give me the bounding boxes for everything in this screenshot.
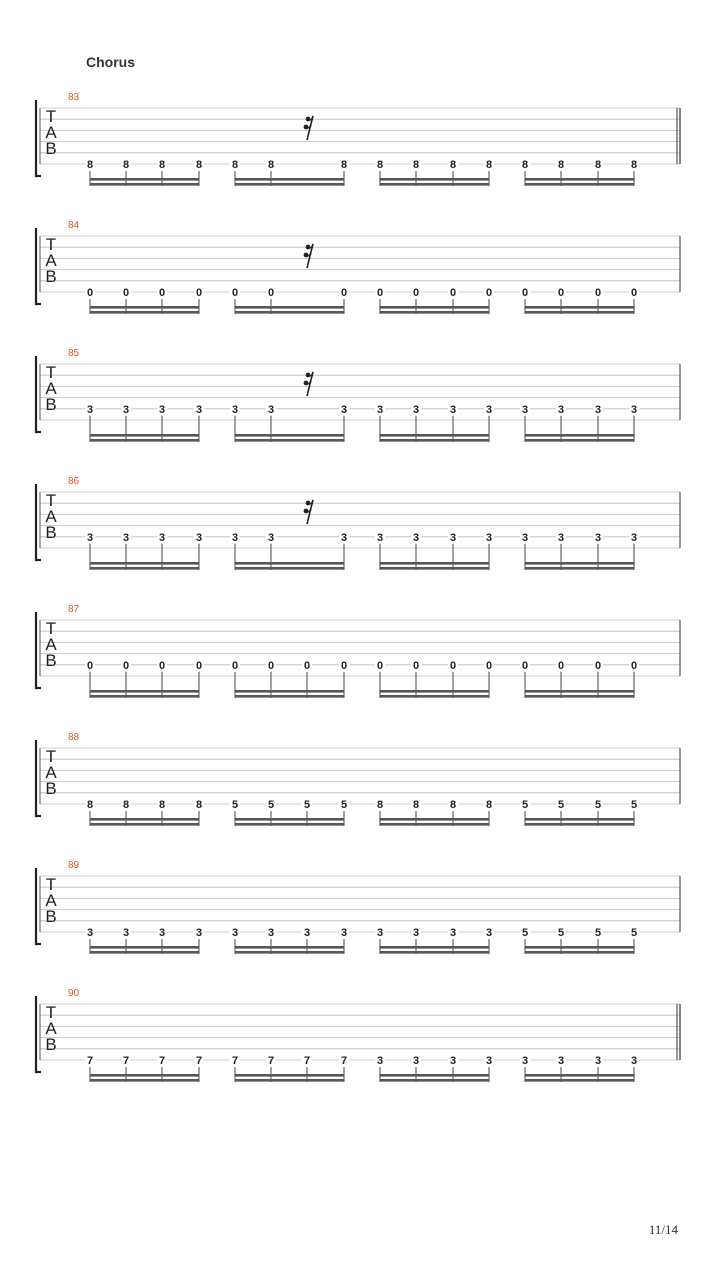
fret-number: 5 (340, 799, 348, 811)
fret-number: 0 (376, 287, 384, 299)
beam-secondary (235, 439, 344, 442)
fret-number: 3 (86, 531, 94, 544)
tab-stave (0, 100, 720, 210)
tab-system (0, 732, 720, 850)
fret-number: 3 (485, 1055, 493, 1067)
fret-number: 7 (231, 1055, 239, 1067)
fret-number: 7 (158, 1055, 166, 1067)
fret-number: 0 (594, 659, 602, 672)
fret-number: 3 (630, 1055, 638, 1067)
tab-clef-letter: T (45, 107, 57, 126)
fret-number: 5 (521, 799, 529, 811)
fret-number: 8 (376, 159, 384, 171)
beam-primary (235, 690, 344, 693)
measure-number: 89 (68, 860, 80, 871)
beam-primary (235, 434, 344, 437)
beam-primary (380, 690, 489, 693)
beam-primary (235, 178, 344, 181)
fret-number: 3 (158, 531, 166, 544)
fret-number: 0 (557, 287, 565, 299)
beam-primary (90, 562, 199, 565)
fret-number: 3 (340, 927, 348, 939)
beam-primary (380, 562, 489, 565)
fret-number: 0 (485, 287, 493, 299)
fret-number: 0 (195, 659, 203, 672)
beam-secondary (380, 695, 489, 698)
fret-number: 3 (449, 927, 457, 939)
fret-number: 3 (267, 531, 275, 544)
fret-number: 3 (340, 531, 348, 544)
beam-secondary (235, 311, 344, 314)
fret-number: 5 (594, 927, 602, 939)
beam-primary (525, 178, 634, 181)
tab-clef-letter: B (45, 779, 57, 798)
beam-secondary (90, 951, 199, 954)
tab-clef-letter: T (45, 235, 57, 254)
beam-primary (525, 690, 634, 693)
tab-clef-letter: T (45, 875, 57, 894)
fret-number: 8 (122, 799, 130, 811)
fret-number: 0 (412, 287, 420, 299)
fret-number: 8 (231, 159, 239, 171)
beam-primary (525, 946, 634, 949)
tab-clef-letter: A (45, 507, 57, 526)
beam-secondary (525, 823, 634, 826)
fret-number: 3 (594, 531, 602, 544)
fret-number: 0 (630, 287, 638, 299)
beam-secondary (90, 567, 199, 570)
fret-number: 3 (267, 927, 275, 939)
tab-clef-letter: B (45, 267, 57, 286)
fret-number: 3 (340, 403, 348, 416)
tab-clef-letter: B (45, 395, 57, 414)
tab-clef-letter: A (45, 1019, 57, 1038)
beam-secondary (90, 1079, 199, 1082)
sixteenth-rest-icon (304, 500, 313, 524)
fret-number: 0 (231, 287, 239, 299)
fret-number: 0 (231, 659, 239, 672)
beam-secondary (380, 1079, 489, 1082)
fret-number: 0 (158, 659, 166, 672)
tab-stave (0, 868, 720, 978)
tab-clef-letter: T (45, 619, 57, 638)
beam-primary (235, 306, 344, 309)
tab-system (0, 220, 720, 338)
beam-secondary (380, 439, 489, 442)
fret-number: 3 (303, 927, 311, 939)
fret-number: 0 (594, 287, 602, 299)
fret-number: 3 (122, 927, 130, 939)
fret-number: 3 (594, 403, 602, 416)
tab-clef-letter: B (45, 523, 57, 542)
tab-clef-letter: T (45, 491, 57, 510)
fret-number: 3 (449, 531, 457, 544)
fret-number: 3 (195, 927, 203, 939)
beam-primary (380, 178, 489, 181)
fret-number: 8 (340, 159, 348, 171)
fret-number: 8 (449, 799, 457, 811)
beam-primary (525, 434, 634, 437)
beam-primary (235, 1074, 344, 1077)
fret-number: 5 (630, 927, 638, 939)
fret-number: 0 (521, 287, 529, 299)
section-title: Chorus (86, 54, 135, 70)
beam-secondary (90, 183, 199, 186)
fret-number: 7 (122, 1055, 130, 1067)
tab-stave (0, 228, 720, 338)
tab-clef-letter: A (45, 891, 57, 910)
tab-clef-letter: B (45, 907, 57, 926)
fret-number: 0 (557, 659, 565, 672)
beam-secondary (90, 311, 199, 314)
fret-number: 0 (340, 659, 348, 672)
fret-number: 3 (449, 1055, 457, 1067)
fret-number: 5 (231, 799, 239, 811)
beam-primary (90, 690, 199, 693)
fret-number: 3 (521, 1055, 529, 1067)
fret-number: 8 (449, 159, 457, 171)
beam-primary (525, 1074, 634, 1077)
beam-secondary (380, 311, 489, 314)
fret-number: 3 (376, 531, 384, 544)
fret-number: 3 (449, 403, 457, 416)
fret-number: 8 (158, 799, 166, 811)
fret-number: 3 (485, 403, 493, 416)
fret-number: 3 (412, 403, 420, 416)
fret-number: 0 (485, 659, 493, 672)
beam-secondary (235, 1079, 344, 1082)
fret-number: 3 (231, 927, 239, 939)
fret-number: 3 (231, 403, 239, 416)
fret-number: 0 (158, 287, 166, 299)
fret-number: 8 (376, 799, 384, 811)
tab-system (0, 476, 720, 594)
fret-number: 3 (485, 531, 493, 544)
measure-number: 87 (68, 604, 80, 615)
fret-number: 3 (267, 403, 275, 416)
fret-number: 8 (122, 159, 130, 171)
measure-number: 84 (68, 220, 80, 231)
beam-primary (90, 434, 199, 437)
beam-primary (235, 946, 344, 949)
fret-number: 8 (412, 799, 420, 811)
page-number: 11/14 (648, 1222, 678, 1237)
fret-number: 7 (340, 1055, 348, 1067)
measure-number: 86 (68, 476, 80, 487)
fret-number: 3 (122, 403, 130, 416)
sixteenth-rest-icon (304, 372, 313, 396)
fret-number: 8 (630, 159, 638, 171)
fret-number: 7 (267, 1055, 275, 1067)
beam-primary (380, 306, 489, 309)
beam-primary (380, 818, 489, 821)
fret-number: 3 (630, 531, 638, 544)
beam-primary (90, 946, 199, 949)
fret-number: 3 (231, 531, 239, 544)
beam-secondary (380, 183, 489, 186)
fret-number: 3 (557, 403, 565, 416)
beam-secondary (235, 183, 344, 186)
tab-stave (0, 612, 720, 722)
tab-clef-letter: B (45, 651, 57, 670)
fret-number: 3 (412, 531, 420, 544)
fret-number: 0 (86, 659, 94, 672)
fret-number: 3 (557, 1055, 565, 1067)
fret-number: 3 (158, 927, 166, 939)
fret-number: 0 (86, 287, 94, 299)
fret-number: 3 (557, 531, 565, 544)
fret-number: 0 (449, 659, 457, 672)
tab-clef-letter: T (45, 1003, 57, 1022)
measure-number: 83 (68, 92, 80, 103)
fret-number: 8 (485, 799, 493, 811)
fret-number: 0 (122, 287, 130, 299)
beam-secondary (235, 695, 344, 698)
fret-number: 0 (521, 659, 529, 672)
fret-number: 8 (521, 159, 529, 171)
beam-secondary (380, 951, 489, 954)
tab-stave (0, 996, 720, 1106)
beam-secondary (525, 1079, 634, 1082)
beam-secondary (525, 567, 634, 570)
fret-number: 5 (630, 799, 638, 811)
beam-primary (525, 562, 634, 565)
fret-number: 7 (195, 1055, 203, 1067)
fret-number: 8 (267, 159, 275, 171)
beam-primary (90, 306, 199, 309)
tab-system (0, 348, 720, 466)
fret-number: 3 (485, 927, 493, 939)
fret-number: 3 (412, 927, 420, 939)
fret-number: 3 (594, 1055, 602, 1067)
fret-number: 0 (267, 659, 275, 672)
fret-number: 7 (303, 1055, 311, 1067)
fret-number: 3 (195, 403, 203, 416)
fret-number: 3 (630, 403, 638, 416)
fret-number: 8 (158, 159, 166, 171)
beam-secondary (525, 951, 634, 954)
fret-number: 8 (86, 799, 94, 811)
beam-secondary (525, 311, 634, 314)
fret-number: 0 (195, 287, 203, 299)
fret-number: 3 (122, 531, 130, 544)
tab-system (0, 92, 720, 210)
measure-number: 85 (68, 348, 80, 359)
beam-secondary (90, 823, 199, 826)
tab-clef-letter: A (45, 123, 57, 142)
sixteenth-rest-icon (304, 244, 313, 268)
fret-number: 8 (412, 159, 420, 171)
fret-number: 5 (594, 799, 602, 811)
beam-secondary (90, 695, 199, 698)
fret-number: 5 (267, 799, 275, 811)
beam-primary (90, 1074, 199, 1077)
beam-primary (235, 818, 344, 821)
fret-number: 3 (195, 531, 203, 544)
beam-secondary (235, 823, 344, 826)
tab-system (0, 860, 720, 978)
fret-number: 8 (557, 159, 565, 171)
beam-secondary (90, 439, 199, 442)
beam-secondary (235, 567, 344, 570)
tab-clef-letter: A (45, 635, 57, 654)
fret-number: 3 (376, 1055, 384, 1067)
fret-number: 3 (86, 927, 94, 939)
fret-number: 0 (122, 659, 130, 672)
beam-primary (90, 178, 199, 181)
beam-primary (380, 946, 489, 949)
beam-secondary (525, 695, 634, 698)
fret-number: 0 (412, 659, 420, 672)
fret-number: 5 (303, 799, 311, 811)
fret-number: 5 (557, 799, 565, 811)
tab-clef-letter: T (45, 363, 57, 382)
beam-secondary (525, 183, 634, 186)
fret-number: 5 (557, 927, 565, 939)
beam-primary (525, 818, 634, 821)
fret-number: 0 (303, 659, 311, 672)
tab-clef-letter: A (45, 379, 57, 398)
fret-number: 3 (521, 403, 529, 416)
beam-secondary (380, 567, 489, 570)
fret-number: 3 (86, 403, 94, 416)
tab-clef-letter: A (45, 763, 57, 782)
fret-number: 3 (521, 531, 529, 544)
tab-system (0, 604, 720, 722)
tab-clef-letter: A (45, 251, 57, 270)
beam-primary (380, 434, 489, 437)
fret-number: 0 (449, 287, 457, 299)
beam-secondary (380, 823, 489, 826)
fret-number: 0 (630, 659, 638, 672)
fret-number: 0 (376, 659, 384, 672)
fret-number: 3 (376, 927, 384, 939)
fret-number: 3 (158, 403, 166, 416)
fret-number: 3 (412, 1055, 420, 1067)
tab-clef-letter: T (45, 747, 57, 766)
fret-number: 0 (267, 287, 275, 299)
fret-number: 3 (376, 403, 384, 416)
beam-primary (380, 1074, 489, 1077)
tab-stave (0, 484, 720, 594)
fret-number: 8 (195, 799, 203, 811)
fret-number: 5 (521, 927, 529, 939)
tab-clef-letter: B (45, 139, 57, 158)
measure-number: 88 (68, 732, 80, 743)
tab-stave (0, 356, 720, 466)
beam-primary (235, 562, 344, 565)
tab-clef-letter: B (45, 1035, 57, 1054)
fret-number: 8 (86, 159, 94, 171)
fret-number: 0 (340, 287, 348, 299)
tab-system (0, 988, 720, 1106)
fret-number: 8 (195, 159, 203, 171)
fret-number: 7 (86, 1055, 94, 1067)
measure-number: 90 (68, 988, 80, 999)
beam-primary (90, 818, 199, 821)
beam-secondary (235, 951, 344, 954)
fret-number: 8 (594, 159, 602, 171)
fret-number: 8 (485, 159, 493, 171)
tab-stave (0, 740, 720, 850)
beam-secondary (525, 439, 634, 442)
beam-primary (525, 306, 634, 309)
